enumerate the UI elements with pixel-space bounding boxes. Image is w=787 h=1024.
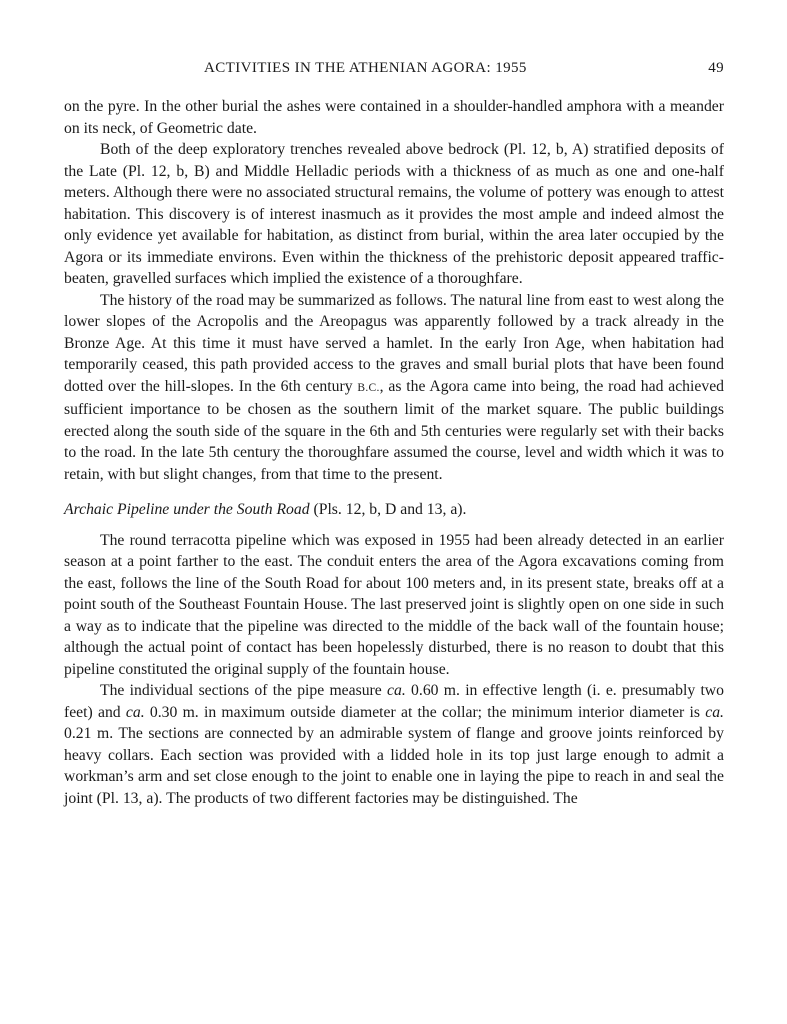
pipe-text-1: The individual sections of the pipe measure	[100, 682, 388, 699]
paragraph-pipeline: The round terracotta pipeline which was exposed in 1955 had been already detected in an earlier season at a point farther to the east. The conduit enters the area of the Agora excavations coming from the east, follows the line of the South Road for about 100 meters and, in its present state, breaks off at a point south of the Southeast Fountain House. The last preserved joint is slightly open on one side in such a way as to indicate that the pipeline was directed to the middle of the back wall of the fountain house; although the actual point of contact has been hopelessly disturbed, there is no reason to doubt that this pipeline constituted the original supply of the fountain house.	[64, 531, 724, 678]
pipe-text-3: 0.30 m. in maximum outside diameter at the collar; the minimum interior diameter is	[144, 703, 706, 721]
paragraph-exploratory-trenches: Both of the deep exploratory trenches revealed above bedrock (Pl. 12, b, A) stratified deposits of the Late (Pl. 12, b, B) and Middle Helladic periods with a thickness of as much as one and one-half meters. Although there were no associated structural remains, the volume of pottery was enough to attest habitation. This discovery is of interest inasmuch as it provides the most ample and indeed almost the only evidence yet available for habitation, as distinct from burial, within the area later occupied by the Agora or its immediate environs. Even within the thickness of the prehistoric deposit appeared traffic-beaten, gravelled surfaces which implied the existence of a thoroughfare.	[64, 141, 724, 287]
circa-3: ca.	[705, 703, 724, 721]
circa-2: ca.	[125, 703, 145, 721]
pipe-text-4: 0.21 m. The sections are connected by an admirable system of flange and groove joints reinforced by heavy collars. Each section was provided with a lidded hole in its top just large enough to admit a workman’s arm and set close enough to the joint to enable one in laying the pipe to reach in and seal the joint (Pl. 13, a). The products of two different factories may be distinguished. The	[64, 725, 724, 807]
running-title: ACTIVITIES IN THE ATHENIAN AGORA: 1955	[204, 60, 527, 76]
running-header	[64, 60, 724, 82]
circa-1: ca.	[387, 682, 406, 699]
section-plate-refs: (Pls. 12, b, D and 13, a).	[309, 501, 467, 518]
section-title: Archaic Pipeline under the South Road	[64, 501, 310, 518]
bc-abbreviation: B.C.	[357, 381, 380, 394]
road-history-text-1: The history of the road may be summarized as follows. The natural line from east to west along the lower slopes of the Acropolis and the Areopagus was apparently followed by a track already in the Bronze Age. At this time it must have served a hamlet. In the early Iron Age, when habitation had temporarily ceased, this path provided access to the graves and small burial plots that have been found dotted over the hill-slopes. In the 6th century	[64, 291, 724, 395]
road-history-text-2: , as the Agora came into being, the road had achieved sufficient importance to be chosen as the southern limit of the market square. The public buildings erected along the south side of the square in the 6th and 5th centuries were regularly set with their backs to the road. In the late 5th century the thoroughfare assumed the course, level and width which it was to retain, with but slight changes, from that time to the present.	[64, 377, 724, 483]
page-number: 49	[708, 60, 724, 76]
pipe-text-2: 0.60 m. in effective length (i. e. presumably two feet) and	[64, 682, 724, 721]
paragraph-continued: on the pyre. In the other burial the ashes were contained in a shoulder-handled amphora with a meander on its neck, of Geometric date.	[64, 98, 724, 137]
body-text	[64, 96, 724, 809]
section-heading	[64, 499, 724, 521]
paragraph-pipe-sections	[64, 680, 724, 809]
paragraph-road-history	[64, 290, 724, 486]
